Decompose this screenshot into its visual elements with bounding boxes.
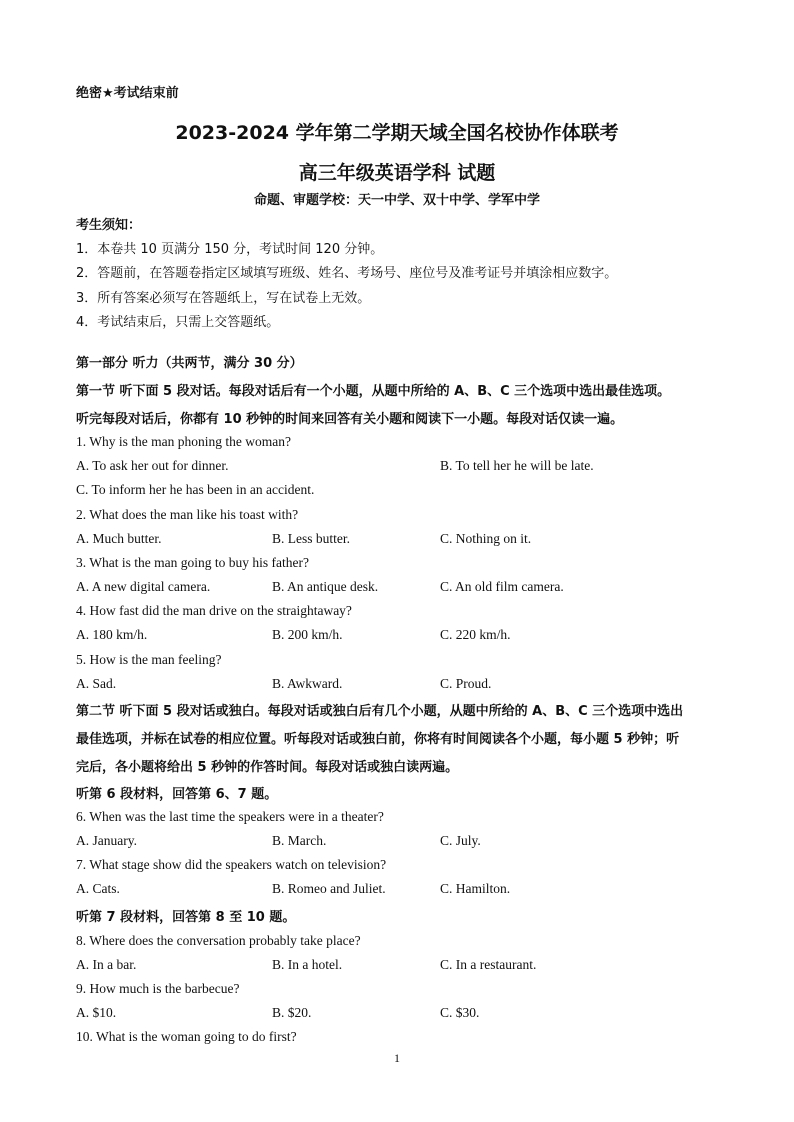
option-b: B. An antique desk.	[272, 579, 379, 594]
option-a: A. A new digital camera.	[76, 579, 211, 594]
question-stem: 4. How fast did the man drive on the straightaway?	[76, 603, 352, 618]
section1-instructions: 听完每段对话后，你都有 10 秒钟的时间来回答有关小题和阅读下一小题。每段对话仅读一遍。	[76, 412, 624, 427]
page-number: 1	[394, 1051, 400, 1065]
option-b: B. 200 km/h.	[272, 627, 343, 642]
option-a: A. January.	[76, 833, 137, 848]
notice-item: 3．所有答案必须写在答题纸上，写在试卷上无效。	[76, 291, 371, 306]
question-stem: 1. Why is the man phoning the woman?	[76, 434, 291, 449]
option-c: C. 220 km/h.	[440, 627, 511, 642]
question-stem: 8. Where does the conversation probably take place?	[76, 933, 361, 948]
confidential-mark: 绝密★考试结束前	[76, 86, 179, 101]
option-c: C. An old film camera.	[440, 579, 564, 594]
exam-authors: 命题、审题学校：天一中学、双十中学、学军中学	[253, 193, 540, 208]
option-a: A. Cats.	[76, 881, 120, 896]
section2-instructions: 最佳选项，并标在试卷的相应位置。听每段对话或独白前，你将有时间阅读各个小题，每小题 5 秒钟；听	[76, 732, 680, 747]
question-stem: 10. What is the woman going to do first?	[76, 1029, 297, 1044]
question-stem: 6. When was the last time the speakers were in a theater?	[76, 809, 384, 824]
option-c: C. Hamilton.	[440, 881, 511, 896]
part1-heading: 第一部分 听力（共两节，满分 30 分）	[76, 356, 303, 371]
question-stem: 9. How much is the barbecue?	[76, 981, 240, 996]
notice-item: 1．本卷共 10 页满分 150 分，考试时间 120 分钟。	[76, 242, 384, 257]
material-heading: 听第 7 段材料，回答第 8 至 10 题。	[76, 910, 296, 925]
notice-item: 4．考试结束后，只需上交答题纸。	[76, 315, 280, 330]
option-b: B. Less butter.	[272, 531, 350, 546]
option-a: A. In a bar.	[76, 957, 137, 972]
exam-subject-title: 高三年级英语学科 试题	[298, 162, 496, 184]
option-c: C. To inform her he has been in an accident.	[76, 482, 315, 497]
notice-heading: 考生须知：	[76, 218, 142, 233]
option-c: C. In a restaurant.	[440, 957, 537, 972]
option-b: B. In a hotel.	[272, 957, 343, 972]
question-stem: 5. How is the man feeling?	[76, 652, 222, 667]
question-stem: 2. What does the man like his toast with?	[76, 507, 299, 522]
exam-title: 2023-2024 学年第二学期天域全国名校协作体联考	[175, 122, 619, 144]
option-b: B. $20.	[272, 1005, 312, 1020]
notice-item: 2．答题前，在答题卷指定区域填写班级、姓名、考场号、座位号及准考证号并填涂相应数字。	[76, 266, 618, 281]
option-c: C. Nothing on it.	[440, 531, 532, 546]
option-a: A. 180 km/h.	[76, 627, 148, 642]
option-a: A. Much butter.	[76, 531, 162, 546]
option-c: C. Proud.	[440, 676, 492, 691]
option-c: C. July.	[440, 833, 481, 848]
option-a: A. $10.	[76, 1005, 117, 1020]
option-a: A. To ask her out for dinner.	[76, 458, 229, 473]
section2-instructions: 完后，各小题将给出 5 秒钟的作答时间。每段对话或独白读两遍。	[76, 760, 459, 775]
material-heading: 听第 6 段材料，回答第 6、7 题。	[76, 787, 278, 802]
option-b: B. To tell her he will be late.	[440, 458, 594, 473]
question-stem: 7. What stage show did the speakers watch on television?	[76, 857, 387, 872]
option-b: B. March.	[272, 833, 327, 848]
section1-instructions: 第一节 听下面 5 段对话。每段对话后有一个小题，从题中所给的 A、B、C 三个选项中选出最佳选项。	[76, 384, 671, 399]
section2-instructions: 第二节 听下面 5 段对话或独白。每段对话或独白后有几个小题，从题中所给的 A、B、C 三个选项中选出	[76, 704, 684, 719]
option-b: B. Awkward.	[272, 676, 343, 691]
option-c: C. $30.	[440, 1005, 480, 1020]
option-b: B. Romeo and Juliet.	[272, 881, 386, 896]
option-a: A. Sad.	[76, 676, 117, 691]
question-stem: 3. What is the man going to buy his father?	[76, 555, 309, 570]
